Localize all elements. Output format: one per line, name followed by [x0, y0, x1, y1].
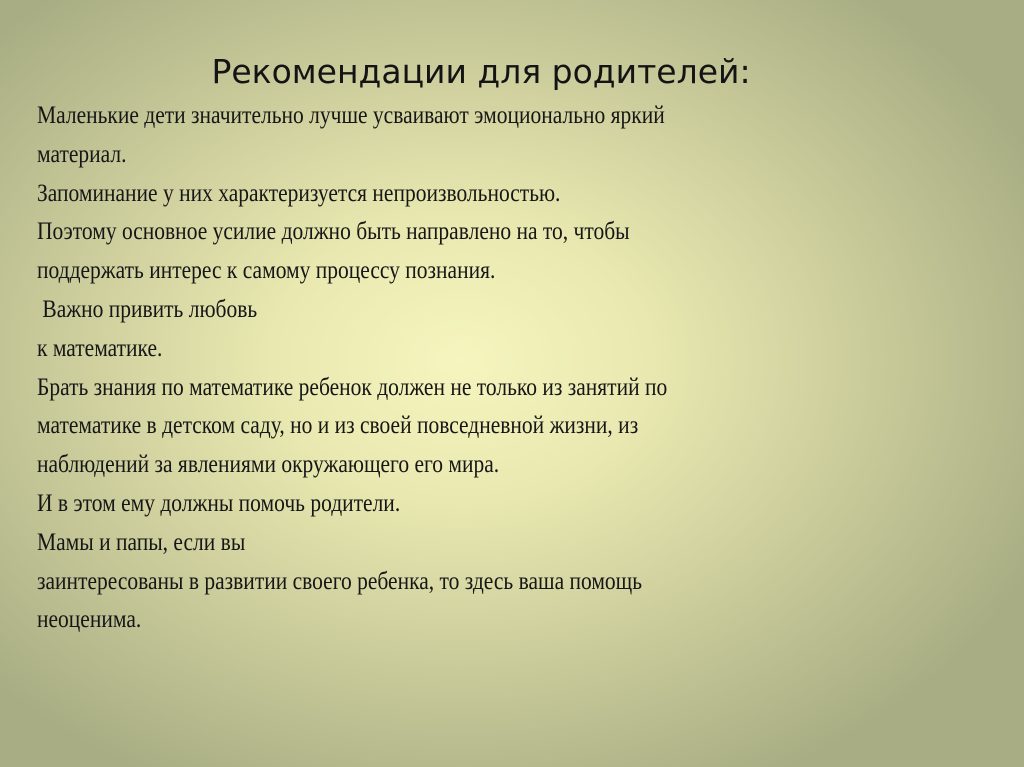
body-line: к математике.	[37, 334, 163, 362]
body-line: Поэтому основное усилие должно быть направлено на то, чтобы	[37, 218, 630, 246]
body-line: наблюдений за явлениями окружающего его мира.	[37, 451, 500, 479]
slide-title: Рекомендации для родителей:	[211, 52, 751, 91]
body-line: заинтересованы в развитии своего ребенка, то здесь ваша помощь	[37, 567, 643, 595]
body-line: материал.	[37, 140, 127, 168]
body-line: математике в детском саду, но и из своей повседневной жизни, из	[37, 412, 639, 440]
body-line: Маленькие дети значительно лучше усваивают эмоционально яркий	[37, 102, 665, 129]
body-line: поддержать интерес к самому процессу познания.	[37, 257, 496, 285]
body-line: И в этом ему должны помочь родители.	[37, 489, 401, 517]
body-line: Брать знания по математике ребенок должен не только из занятий по	[37, 373, 668, 401]
body-line: Мамы и папы, если вы	[37, 528, 246, 556]
body-line: Важно привить любовь	[37, 295, 258, 323]
slide-body-text	[37, 97, 917, 640]
body-line: Запоминание у них характеризуется непроизвольностью.	[37, 179, 561, 207]
body-line: неоценима.	[37, 606, 142, 634]
